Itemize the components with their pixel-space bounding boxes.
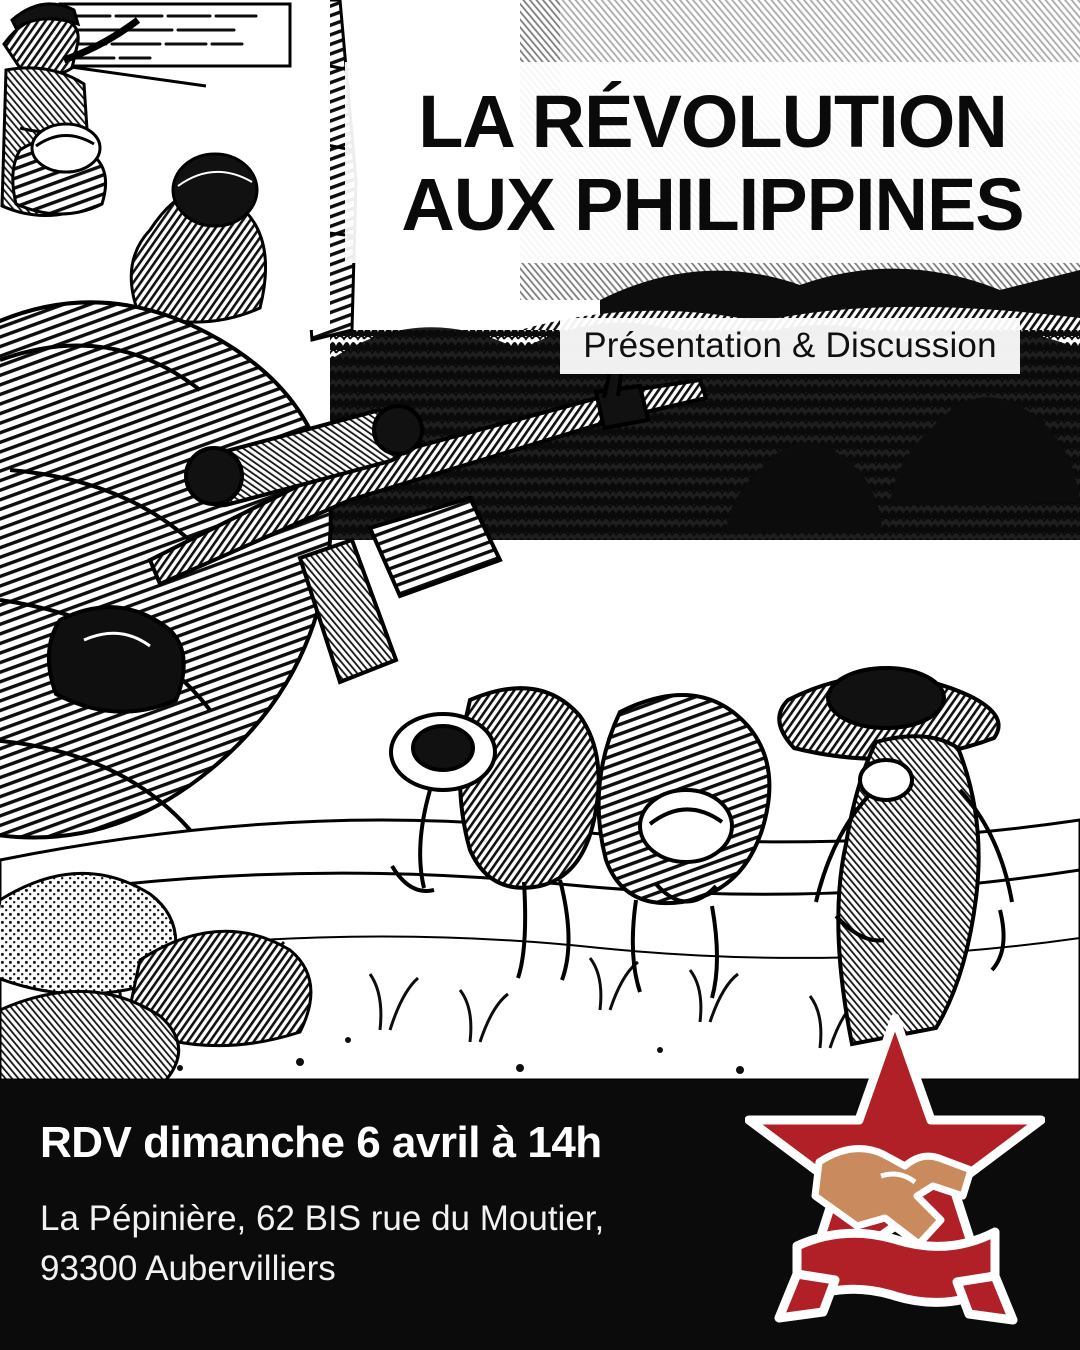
poster-title <box>345 62 1080 263</box>
banner-shape <box>779 1232 1013 1320</box>
address-line-1: La Pépinière, 62 BIS rue du Moutier, <box>40 1199 605 1238</box>
address-line-2: 93300 Aubervilliers <box>40 1248 336 1288</box>
subtitle-text: Présentation & Discussion <box>583 326 997 365</box>
title-line-2: AUX PHILIPPINES <box>401 163 1024 247</box>
event-address <box>40 1194 680 1293</box>
title-line-1: LA RÉVOLUTION <box>418 80 1007 163</box>
event-date: RDV dimanche 6 avril à 14h <box>40 1118 602 1167</box>
poster-subtitle <box>560 318 1020 374</box>
red-star-handshake-logo <box>745 1010 1045 1330</box>
